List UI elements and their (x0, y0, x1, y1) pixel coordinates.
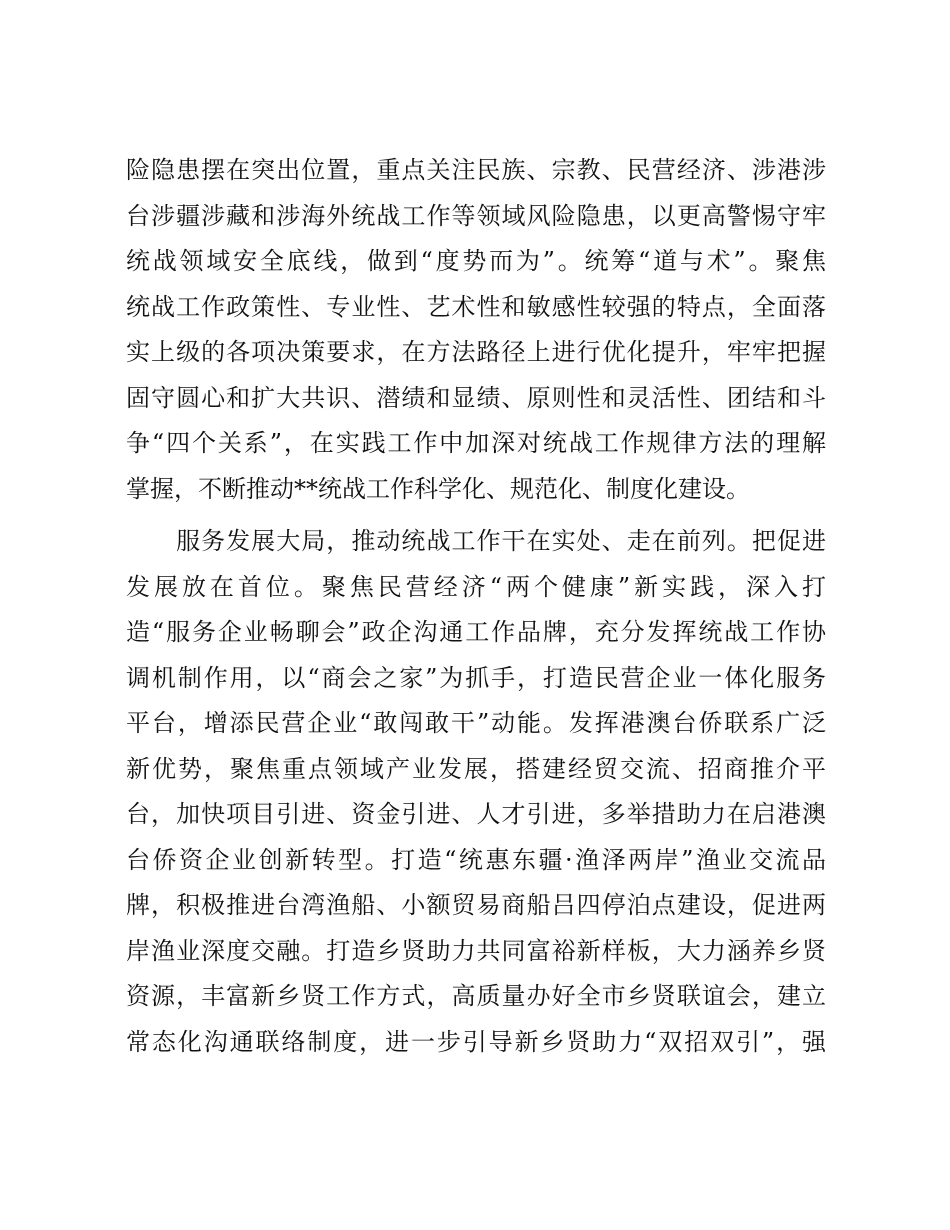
text-line: 险隐患摆在突出位置，重点关注民族、宗教、民营经济、涉港涉 (126, 156, 826, 184)
text-line: 固守圆心和扩大共识、潜绩和显绩、原则性和灵活性、团结和斗 (126, 383, 826, 412)
paragraph-2 (126, 519, 826, 1065)
text-line: 实上级的各项决策要求，在方法路径上进行优化提升，牢牢把握 (126, 338, 826, 366)
text-line: 掌握，不断推动**统战工作科学化、规范化、制度化建设。 (126, 474, 750, 503)
paragraph-spacer (126, 512, 826, 519)
text-line: 台侨资企业创新转型。打造“统惠东疆·渔泽两岸”渔业交流品 (126, 845, 826, 874)
text-line: 造“服务企业畅聊会”政企沟通工作品牌，充分发挥统战工作协 (126, 618, 826, 646)
text-line: 争“四个关系”，在实践工作中加深对统战工作规律方法的理解 (126, 429, 826, 457)
text-line: 台涉疆涉藏和涉海外统战工作等领域风险隐患，以更高警惕守牢 (126, 201, 826, 230)
document-body (126, 148, 826, 1065)
text-line: 台，加快项目引进、资金引进、人才引进，多举措助力在启港澳 (126, 800, 826, 828)
text-line: 资源，丰富新乡贤工作方式，高质量办好全市乡贤联谊会，建立 (126, 982, 826, 1010)
text-line: 牌，积极推进台湾渔船、小额贸易商船吕四停泊点建设，促进两 (126, 891, 826, 919)
text-line: 常态化沟通联络制度，进一步引导新乡贤助力“双招双引”，强 (126, 1027, 826, 1056)
paragraph-1 (126, 148, 826, 512)
text-line: 统战工作政策性、专业性、艺术性和敏感性较强的特点，全面落 (126, 292, 826, 321)
text-line: 发展放在首位。聚焦民营经济“两个健康”新实践，深入打 (126, 572, 826, 601)
text-line: 调机制作用，以“商会之家”为抓手，打造民营企业一体化服务 (126, 663, 826, 692)
text-line: 岸渔业深度交融。打造乡贤助力共同富裕新样板，大力涵养乡贤 (126, 936, 826, 965)
text-line: 统战领域安全底线，做到“度势而为”。统筹“道与术”。聚焦 (126, 247, 826, 275)
text-line: 新优势，聚焦重点领域产业发展，搭建经贸交流、招商推介平 (126, 754, 826, 783)
text-line: 平台，增添民营企业“敢闯敢干”动能。发挥港澳台侨联系广泛 (126, 709, 826, 737)
text-line: 服务发展大局，推动统战工作干在实处、走在前列。把促进 (126, 527, 826, 555)
